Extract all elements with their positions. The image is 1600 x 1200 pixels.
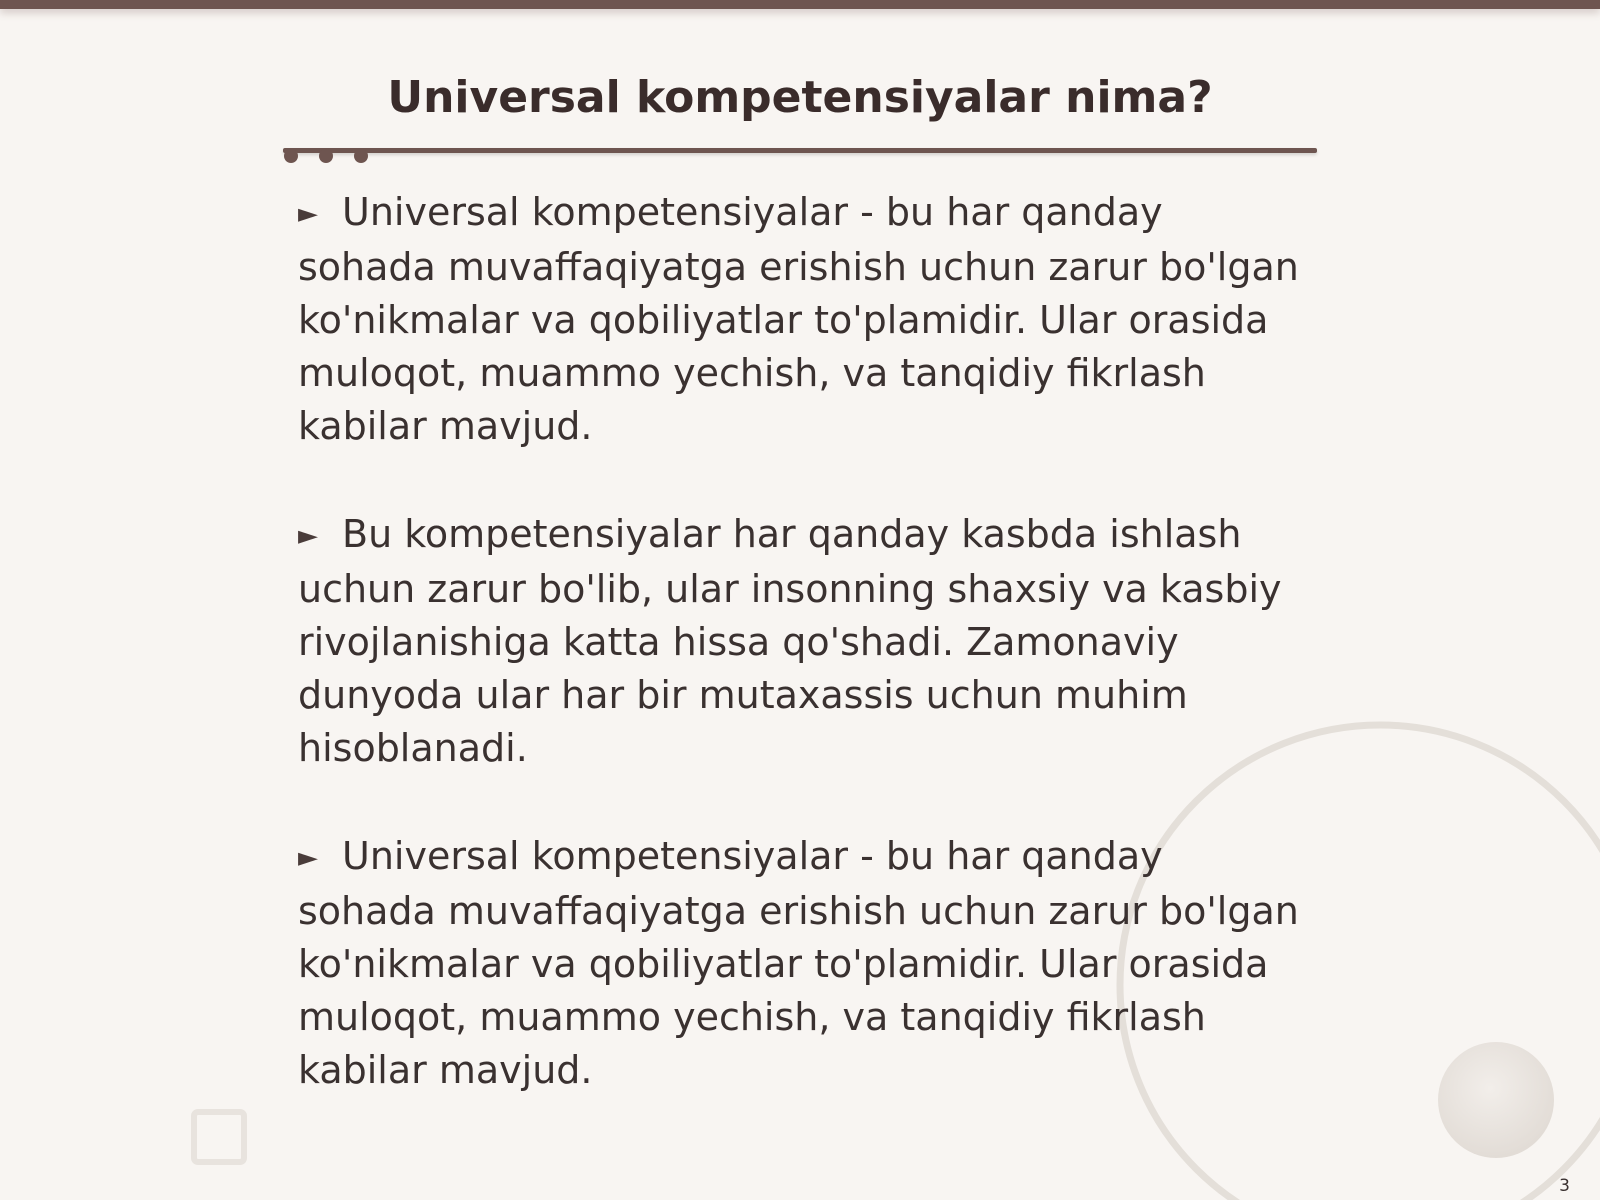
slide-title: Universal kompetensiyalar nima? bbox=[387, 72, 1213, 123]
bullet-text: Universal kompetensiyalar - bu har qanday sohada muvaffaqiyatga erishish uchun zarur bo'lgan ko'nikmalar va qobiliyatlar to'plamidir. Ular orasida muloqot, muammo yechish, va tanqidiy fikrlash kabilar mavjud. bbox=[298, 190, 1299, 448]
decorative-square bbox=[194, 1112, 244, 1162]
title-underline bbox=[283, 148, 1317, 153]
bullet-item bbox=[298, 186, 1308, 453]
bullet-item bbox=[298, 830, 1308, 1097]
bullet-list bbox=[298, 186, 1308, 1152]
bullet-text: Bu kompetensiyalar har qanday kasbda ishlash uchun zarur bo'lib, ular insonning shaxsiy va kasbiy rivojlanishiga katta hissa qo'shadi. Zamonaviy dunyoda ular har bir mutaxassis uchun muhim hisoblanadi. bbox=[298, 512, 1282, 770]
title-dot-3 bbox=[354, 149, 368, 163]
decorative-ball bbox=[1438, 1042, 1554, 1158]
bullet-item bbox=[298, 508, 1308, 775]
triangle-bullet-icon: ► bbox=[298, 521, 318, 551]
bullet-text: Universal kompetensiyalar - bu har qanday sohada muvaffaqiyatga erishish uchun zarur bo'lgan ko'nikmalar va qobiliyatlar to'plamidir. Ular orasida muloqot, muammo yechish, va tanqidiy fikrlash kabilar mavjud. bbox=[298, 834, 1299, 1092]
title-dot-1 bbox=[284, 149, 298, 163]
triangle-bullet-icon: ► bbox=[298, 843, 318, 873]
top-accent-bar bbox=[0, 0, 1600, 9]
triangle-bullet-icon: ► bbox=[298, 199, 318, 229]
page-number: 3 bbox=[1559, 1176, 1570, 1196]
title-dot-2 bbox=[319, 149, 333, 163]
